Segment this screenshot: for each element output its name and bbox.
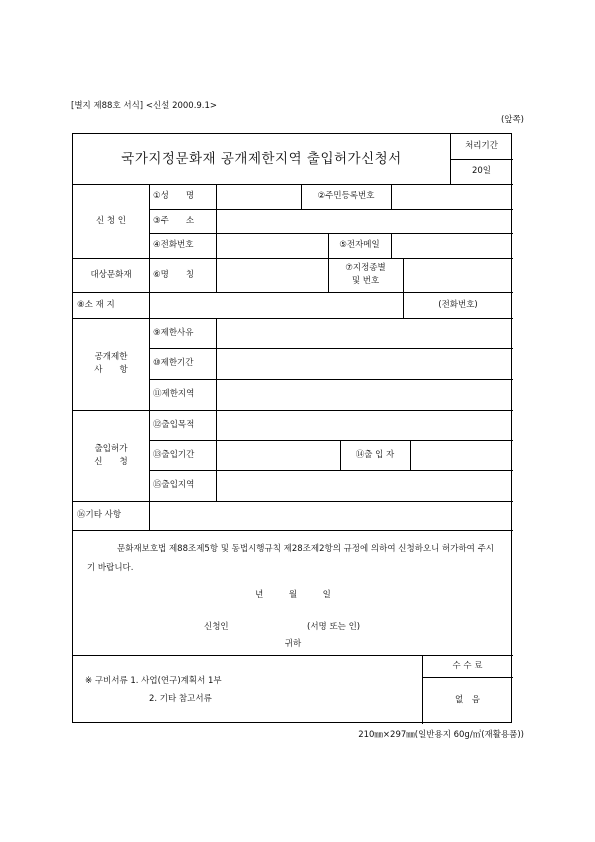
required-documents-item-2: 2. 기타 참고서류 bbox=[149, 694, 212, 704]
fee-label: 수 수 료 bbox=[452, 660, 483, 671]
location-phone-note: (전화번호) bbox=[438, 299, 478, 310]
resident-number-field[interactable] bbox=[391, 184, 513, 209]
application-form bbox=[72, 133, 512, 723]
location-label: ⑧소 재 지 bbox=[77, 299, 115, 310]
heritage-section-label: 대상문화재 bbox=[90, 269, 132, 280]
heritage-name-field[interactable] bbox=[216, 258, 328, 292]
entry-period-field[interactable] bbox=[216, 440, 340, 470]
restriction-reason-field[interactable] bbox=[216, 318, 513, 348]
fee-value: 없 음 bbox=[455, 695, 480, 706]
restriction-area-field[interactable] bbox=[216, 379, 513, 410]
applicant-section-label: 신 청 인 bbox=[95, 215, 127, 226]
name-label: ①성 명 bbox=[153, 191, 195, 202]
application-date: 년 월 일 bbox=[255, 590, 331, 600]
entry-area-field[interactable] bbox=[216, 470, 513, 501]
email-label: ⑤전자메일 bbox=[339, 240, 380, 251]
entry-purpose-field[interactable] bbox=[216, 410, 513, 440]
location-field[interactable] bbox=[149, 292, 403, 318]
signer-label: 신청인 bbox=[204, 622, 229, 632]
phone-field[interactable] bbox=[216, 233, 328, 258]
restriction-section-label bbox=[73, 318, 149, 410]
signature-note: (서명 또는 인) bbox=[307, 622, 361, 632]
entry-purpose-label: ⑫출입목적 bbox=[153, 419, 195, 430]
designation-label-line-2: 및 번호 bbox=[351, 276, 380, 286]
processing-period-value: 20일 bbox=[471, 166, 492, 177]
other-field[interactable] bbox=[149, 501, 513, 530]
address-field[interactable] bbox=[216, 209, 513, 233]
designation-field[interactable] bbox=[403, 258, 513, 292]
entry-section-line-2: 신 청 bbox=[94, 456, 128, 467]
phone-label: ④전화번호 bbox=[153, 240, 194, 251]
restriction-section-line-2: 사 항 bbox=[94, 365, 128, 375]
restriction-period-field[interactable] bbox=[216, 348, 513, 379]
designation-label-line-1: ⑦지정종별 bbox=[345, 263, 386, 274]
restriction-area-label: ⑪제한지역 bbox=[153, 389, 195, 400]
restriction-section-line-1: 공개제한 bbox=[94, 352, 128, 363]
paper-spec: 210㎜×297㎜(일반용지 60g/㎡(재활용품)) bbox=[358, 730, 524, 740]
required-documents-heading: ※ 구비서류 1. 사업(연구)계획서 1부 bbox=[85, 676, 222, 686]
processing-period-label: 처리기간 bbox=[465, 141, 498, 152]
page-side-label: (앞쪽) bbox=[500, 115, 524, 125]
form-title: 국가지정문화재 공개제한지역 출입허가신청서 bbox=[121, 150, 402, 167]
entry-section-line-1: 출입허가 bbox=[94, 443, 128, 454]
email-field[interactable] bbox=[391, 233, 513, 258]
designation-label bbox=[328, 258, 403, 292]
recipient-label: 귀하 bbox=[284, 639, 302, 649]
resident-number-label: ②주민등록번호 bbox=[317, 191, 375, 202]
form-reference: [별지 제88호 서식] <신설 2000.9.1> bbox=[71, 101, 218, 111]
other-label: ⑯기타 사항 bbox=[77, 510, 122, 521]
restriction-reason-label: ⑨제한사유 bbox=[153, 327, 194, 338]
entry-section-label bbox=[73, 410, 149, 501]
entry-period-label: ⑬출입기간 bbox=[153, 449, 195, 460]
entry-persons-field[interactable] bbox=[410, 440, 513, 470]
name-field[interactable] bbox=[216, 184, 301, 209]
heritage-name-label: ⑥명 칭 bbox=[153, 269, 195, 280]
entry-area-label: ⑮출입지역 bbox=[153, 480, 195, 491]
restriction-period-label: ⑩제한기간 bbox=[153, 358, 194, 369]
entry-persons-label: ⑭출 입 자 bbox=[355, 449, 395, 460]
request-statement: 문화재보호법 제88조제5항 및 동법시행규칙 제28조제2항의 규정에 의하여 신청하오니 허가하여 주시기 바랍니다. bbox=[87, 544, 494, 573]
address-label: ③주 소 bbox=[153, 215, 195, 226]
